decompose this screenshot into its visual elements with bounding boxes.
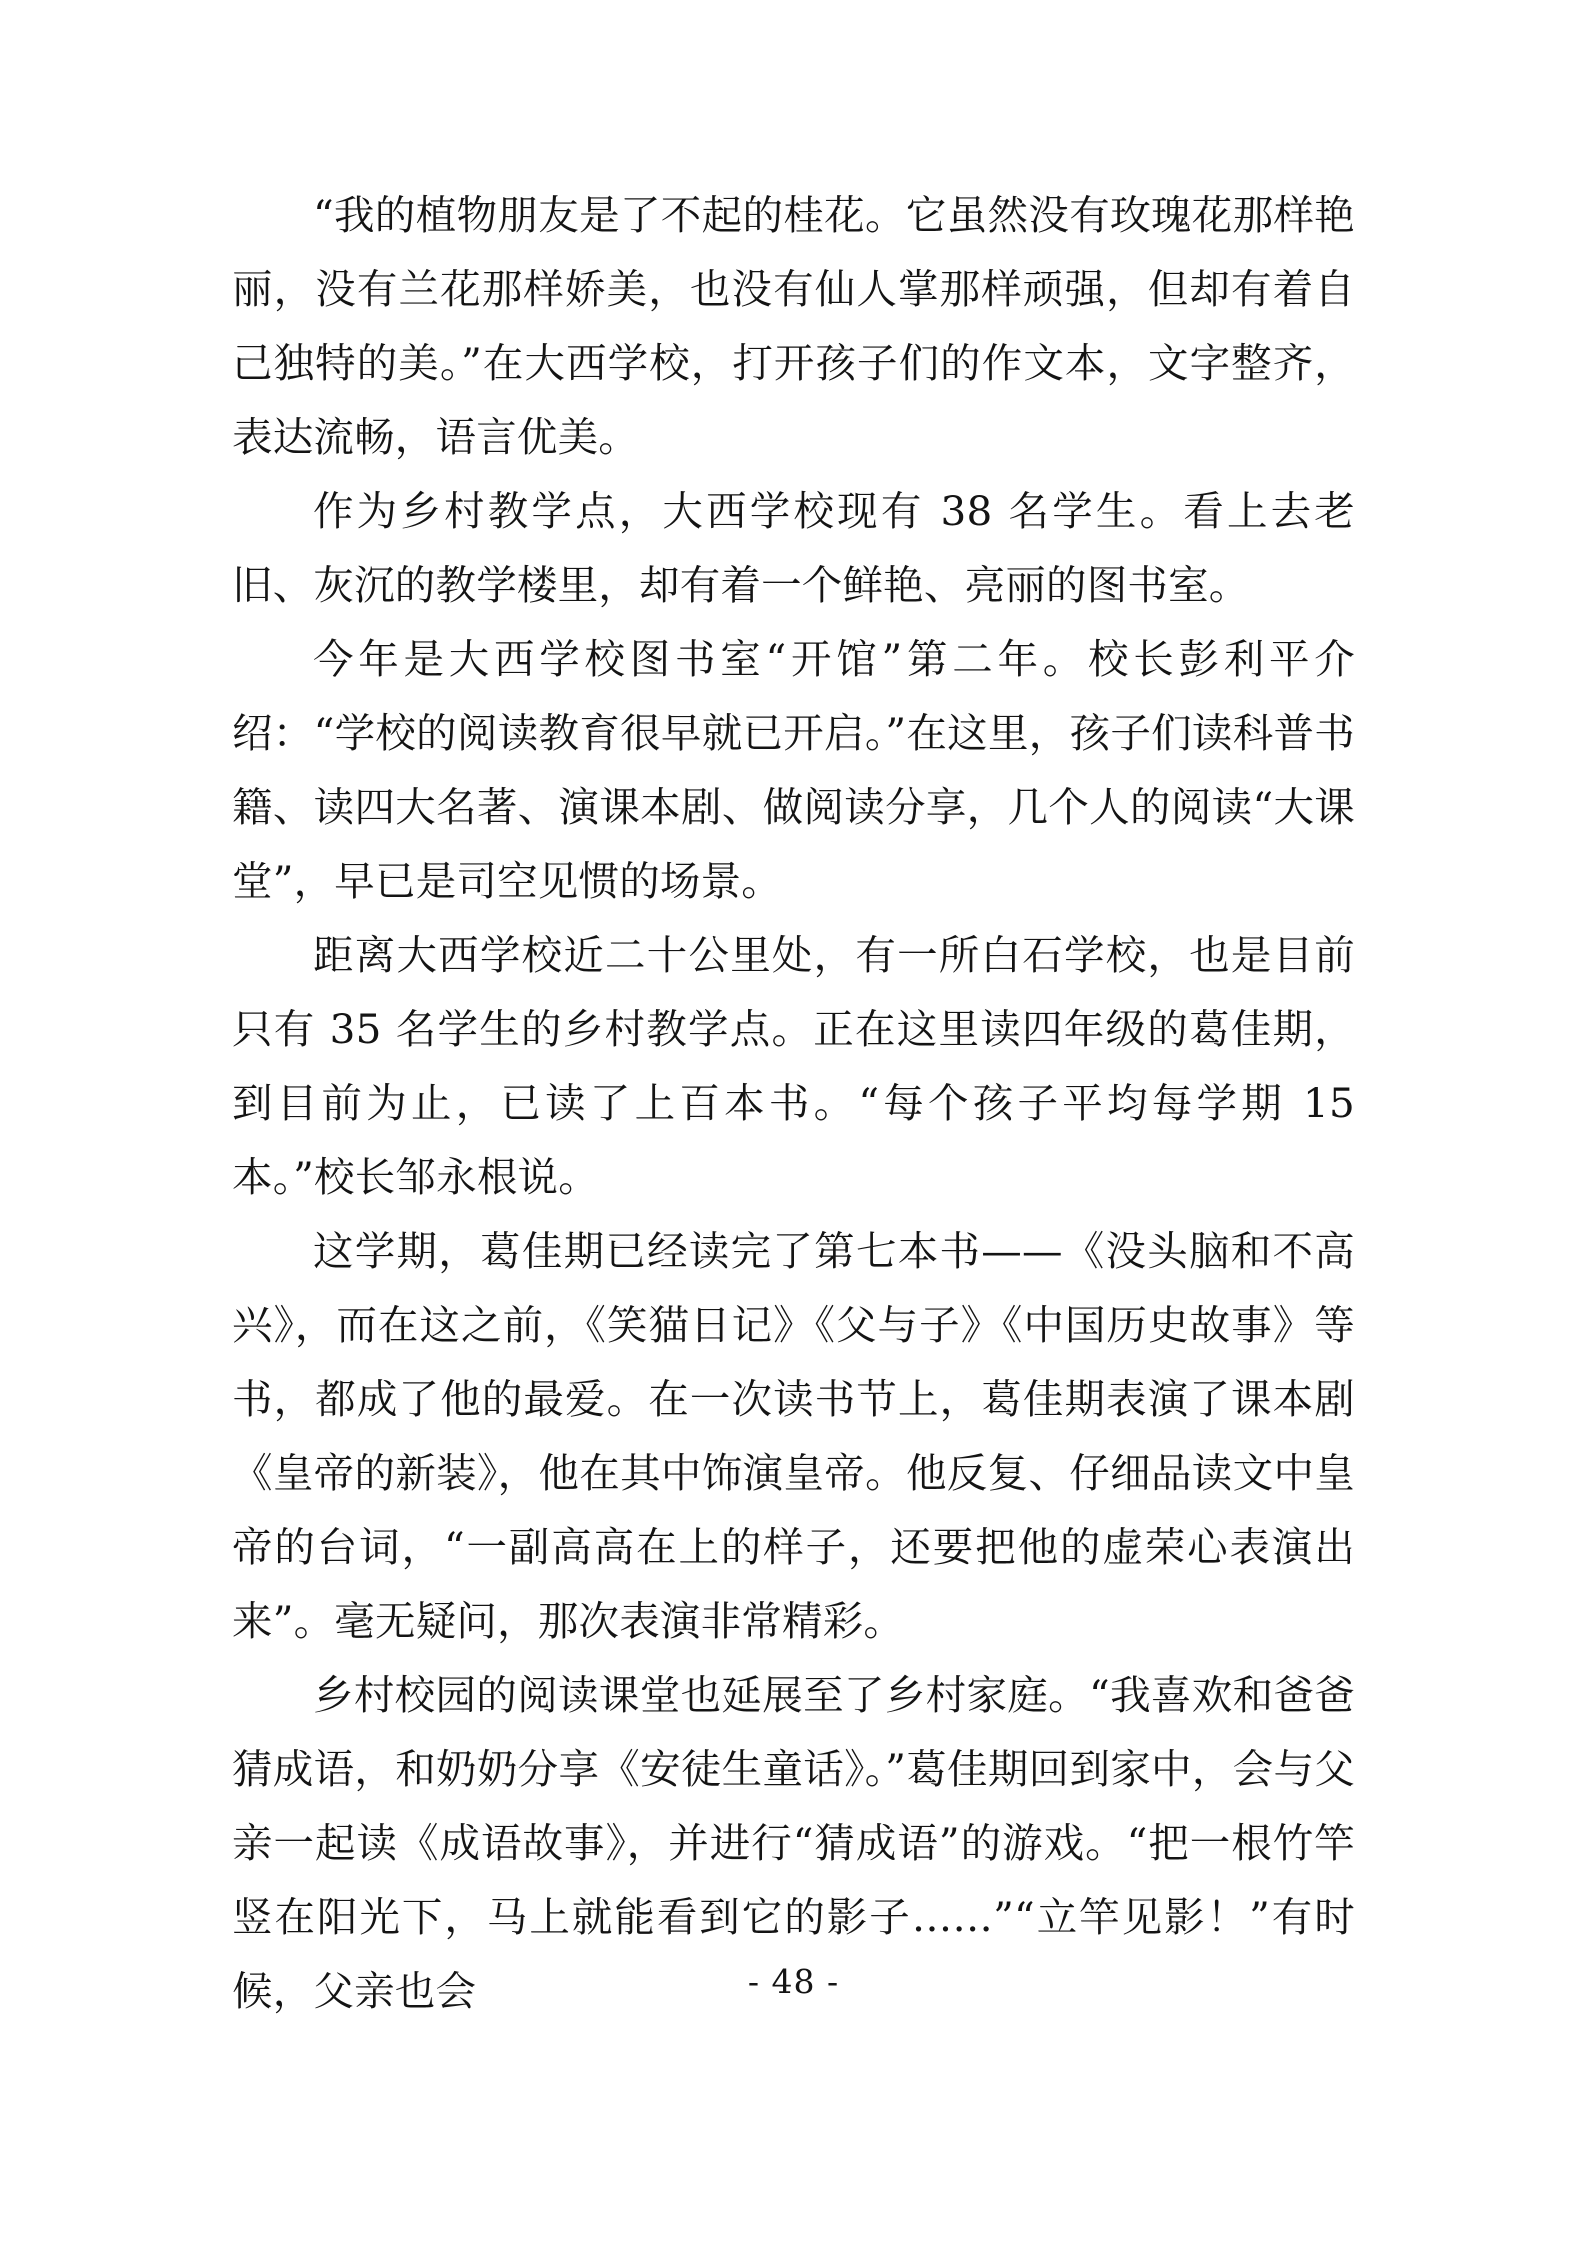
page-number: - 48 -: [747, 1962, 840, 2001]
paragraph: “我的植物朋友是了不起的桂花。它虽然没有玫瑰花那样艳丽，没有兰花那样娇美，也没有仙人掌那样顽强，但却有着自己独特的美。”在大西学校，打开孩子们的作文本，文字整齐，表达流畅，语言优美。: [232, 191, 1355, 461]
page-body-text: [232, 178, 1355, 2028]
paragraph: 这学期，葛佳期已经读完了第七本书——《没头脑和不高兴》，而在这之前，《笑猫日记》《父与子》《中国历史故事》等书，都成了他的最爱。在一次读书节上，葛佳期表演了课本剧《皇帝的新装》，他在其中饰演皇帝。他反复、仔细品读文中皇帝的台词，“一副高高在上的样子，还要把他的虚荣心表演出来”。毫无疑问，那次表演非常精彩。: [232, 1227, 1355, 1645]
paragraph: 今年是大西学校图书室“开馆”第二年。校长彭利平介绍：“学校的阅读教育很早就已开启。”在这里，孩子们读科普书籍、读四大名著、演课本剧、做阅读分享，几个人的阅读“大课堂”，早已是司空见惯的场景。: [232, 635, 1355, 905]
paragraph: 作为乡村教学点，大西学校现有 38 名学生。看上去老旧、灰沉的教学楼里，却有着一个鲜艳、亮丽的图书室。: [232, 487, 1355, 609]
paragraph: 距离大西学校近二十公里处，有一所白石学校，也是目前只有 35 名学生的乡村教学点。正在这里读四年级的葛佳期，到目前为止，已读了上百本书。“每个孩子平均每学期 15 本。”校长邹永根说。: [232, 931, 1355, 1201]
paragraph: 乡村校园的阅读课堂也延展至了乡村家庭。“我喜欢和爸爸猜成语，和奶奶分享《安徒生童话》。”葛佳期回到家中，会与父亲一起读《成语故事》，并进行“猜成语”的游戏。“把一根竹竿竖在阳光下，马上就能看到它的影子……”“立竿见影！”有时候，父亲也会: [232, 1671, 1355, 2015]
page-footer: [0, 1962, 1587, 2001]
